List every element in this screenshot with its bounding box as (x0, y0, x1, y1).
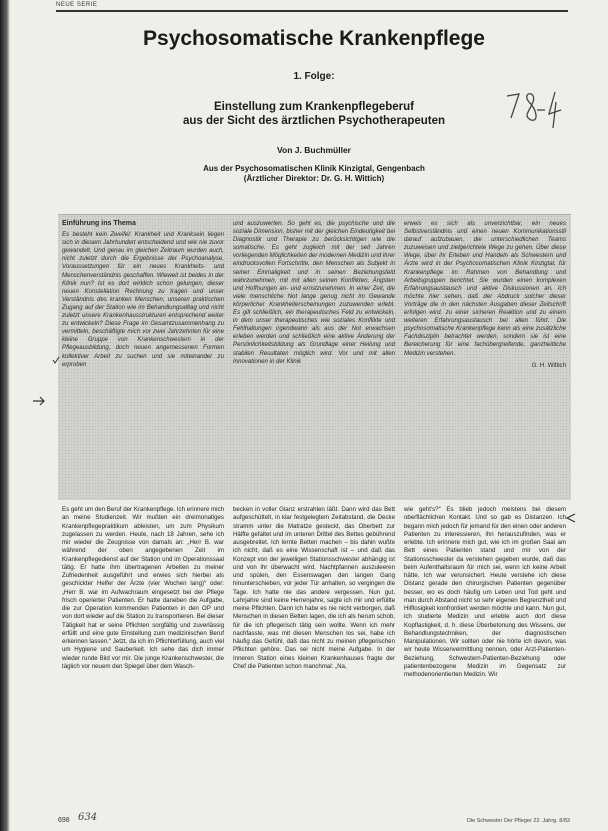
handwritten-page-number: 634 (78, 812, 98, 823)
margin-arrow-icon (32, 396, 46, 406)
journal-footer: Die Schwester Der Pfleger 22. Jahrg. 8/83 (466, 818, 570, 824)
section-tag: NEUE SERIE (56, 2, 98, 8)
handwritten-note (503, 88, 563, 132)
article-headline (60, 100, 568, 128)
scan-edge-shadow (0, 0, 10, 831)
margin-mark-icon (565, 512, 577, 524)
intro-column-2 (233, 220, 395, 366)
body-column-3 (404, 506, 566, 679)
author-line: Von J. Buchmüller (277, 145, 351, 155)
intro-text-3: erweis es sich als unverzichtbar, ein neues Selbstverständnis und einen neuen Kommunikationsstil darauf aufzubauen, die unterschiedlichen Teams zuzuweisen und zielgerichtete Wege zu gehen. Über diese Wege, über ihr Erleben und Handeln als Schwestern und Ärzte wird in der Psychosomatischen Klinik Kinzigtal, für Krankenpflege im Rahmen von Behandlung und Arbeitsgruppen berichtet. Sie wurden einen komplexen Erfahrungsaustausch und aktive Diskussionen an. Ich möchte hier sehen, daß der Abdruck solcher dieser Vorträge die in den nächsten Ausgaben dieser Zeitschrift erfolgen wird, zu einer sicheren Reaktion und zu einem weiteren Erfahrungsaustausch bei allen führt. Die psychosomatische Krankenpflege kann als eine zusätzliche Fachdisziplin betrachtet werden, sondern sie ist eine Bereicherung für eine fachübergreifende, ganzheitliche Medizin verstehen. (404, 220, 566, 357)
affiliation (60, 164, 568, 184)
body-column-1 (62, 506, 224, 671)
intro-column-1 (62, 220, 224, 369)
body-text-1: Es geht um den Beruf der Krankenpflege. Ich erinnere mich an meine Studienzeit. Wir mußten ein dreimonatiges Krankenpflegepraktikum ableisten, um zum Physikum zugelassen zu werden. Heute, nach 18 Jahren, sehe ich mir wieder die Zeugnisse von damals an: „Herr B. war während der oben angegebenen Zeit im Krankenpflegedienst auf der Station und im Operationssaal tätig. Er hatte ihm übertragenen Arbeiten zu meiner Zufriedenheit ausgeführt und erwies sich hierbei als geschickter Helfer der Ärzte (vier Wochen lang)“ oder: „Herr B. war im Aufwachraum eingesetzt bei der Pflege frisch operierter Patienten. Er hatte daneben die Aufgabe, die zur Operation kommenden Patienten in den OP und von dort wieder auf die Station zu transportieren. Bei dieser Tätigkeit hat er seine Pflichten sorgfältig und zuverlässig erfüllt und eine gute Einstellung zum medizinischen Beruf erkennen lassen.“ Jetzt, da ich im Pflichterfüllung, auch viel um Hygiene und Sauberkeit. Ich sehe das dich immer wieder runde Bild vor mir. Die junge Krankenschwester, die täglich vor neuem den Spiegel über dem Wasch- (62, 506, 224, 670)
headline-line-1: Einstellung zum Krankenpflegeberuf (214, 101, 414, 113)
series-part: 1. Folge: (293, 71, 335, 82)
headline-line-2: aus der Sicht des ärztlichen Psychotherapeuten (182, 115, 446, 127)
affiliation-line-2: (Ärztlicher Direktor: Dr. G. H. Wittich) (243, 174, 385, 183)
body-column-2 (233, 506, 395, 671)
page-number: 698 (58, 817, 70, 824)
top-rule (56, 10, 568, 12)
intro-column-3 (404, 220, 566, 370)
body-text-2: becken in voller Glanz erstrahlen läßt. Dann wird das Bett aufgeschüttelt, in klar festgelegtem Zeitabstand, die Decke stramm unter die Matratze gesteckt, das Oberbett zur Hälfte gefaltet und im unteren Drittel des Bettes gebührend ausgebreitet. Ich lernte Betten machen – bis dahin wußte ich nicht, daß es eine Wissenschaft ist – und daß das Konzept von der jeweiligen Stationsschwester abhängig ist und von ihr überwacht wird. Nachtpfannen auszuleeren und spülen, den Essenswagen den langen Gang hinunterschieben, vor jeder Tür anhalten, so vergingen die Tage. Ich hatte nie das andere vergessen. Nun gut, Lehrjahre sind keine Herrenjahre, sagte ich mir und erfüllte meine Pflichten. Dann ich habe es nie nicht verborgen, daß Menschen in diesen Betten lagen, die ich als herum schob, für die ich pflegerisch tätig sein wollte. Wenn ich mehr nachfasste, was mit diesen Menschen los sei, habe ich häufig das Gefühl, daß das nicht zu meinen pflegerischen Pflichten gehöre. Das sei nicht meine Aufgabe. In der Inneren Station eines kleinen Krankenhauses fragte der Chef die Patienten schon manchmal: „Na, (233, 506, 395, 670)
intro-box-title: Einführung ins Thema (62, 220, 136, 227)
margin-tick-icon (52, 356, 60, 364)
intro-text-1: Es besteht kein Zweifel: Krankheit und Kranksein liegen sich in diesem Jahrhundert entscheidend und wie nie zuvor gewandelt. Und genau im gleichen Zeitraum wurden auch, nicht zuletzt durch die Ergebnisse der Psychoanalyse, Voraussetzungen für ein neues Krankheits- und Menschenverständnis geschaffen. Wieweit ist beides in der Klinik nun? Ist es dort wirklich schon gelungen, dieser neuen Konstellation Rechnung zu tragen und unser Verständnis des kranken Menschen, unseren praktischen Zugang auf der Station wie im Behandlungsalltag und nicht zuletzt unsere Krankenhausstrukturen entsprechend weiter zu entwickeln? Diese Frage im Gesamtzusammenhang zu vermitteln, beschäftigte mich vor zwei Jahrzehnten für eine kleine Gruppe von Krankenschwestern in der Pflegeausbildung, doch neuen angemessenen Formen kollektiver Arbeit zu suchen und sie miteinander zu erproben (62, 231, 224, 368)
article-title: Psychosomatische Krankenpflege (143, 27, 485, 50)
intro-text-2: und auszuwerten. So geht es, die psychische und die soziale Dimension, bisher mit der gleichen Eindeutigkeit bei Diagnostik und Therapie zu berücksichtigen wie die somatische. Es geht zugleich mit der seit Jahren vorliegenden Möglichkeiten der modernen Medizin und ihrer eindrucksvollen Fortschritte, den Menschen als Subjekt in seiner Einmaligkeit und in seinen Beziehungsfeld wahrzunehmen, mit mit allen seinen Konflikten, Ängsten und Hoffnungen an- und ernstzunehmen. In einer Zeit, die viele menschliche Not lange genug nicht im Gewande körperlicher Krankheiterscheinungen zuzuwenden erlebt. Es gilt schließlich, ein therapeutisches Feld zu entwickeln, in dem unser therapeutisches wie soziales Konflikte und Fehlhaltungen irgendwann als aus der Not erwachsen erleben werden und schließlich eine aktive Änderung der Persönlichkeitsbildung als Grundlage einer Heilung und stabilen Resultaten möglich wird. Vor und mit allen Innovationen in der Klinik (233, 220, 395, 365)
affiliation-line-1: Aus der Psychosomatischen Klinik Kinzigtal, Gengenbach (203, 164, 425, 173)
intro-signature: G. H. Wittich (531, 361, 566, 369)
body-text-3: wie geht's?“ Es blieb jedoch meistens bei diesem oberflächlichen Kontakt. Und so gab es Distanzen. Ich begann mich jedoch für jemand für den einen oder anderen Patienten zu interessieren, ihn herauszufinden, was er erlebte. Ich erinnere mich gut, wie ich im großen Saal am Bett eines Patienten stand und mir von der Stationsschwester da verstehen gegeben wurde, daß das beim Aufenthaltsraum für mich sei, wenn ich keine Arbeit hätte. Ich war verunsichert. Heute verstehe ich diese Distanz gerade den chirurgischen Patienten gegenüber besser, wo es doch häufig um Leben und Tod geht und man durch Abstand nicht so sehr eigenen Begrenztheit und Hilflosigkeit konfrontiert werden möchte und kann. Nun gut, ich studierte Medizin und erlebte auch dort diese Kopflastigkeit, d. h. diese Überbetonung des Wissens, der Behandlungstechniken, der diagnostischen Manipulationen. Wir sollten oder nie hörte ich davon, was wir heute Wissenvermittlung nennen, oder Arzt-Patienten-Beziehung, Schwestern-Patienten-Beziehung oder patientenbezogene Medizin im Gegensatz zur methodenorientierten Medizin. Wir (404, 506, 566, 678)
